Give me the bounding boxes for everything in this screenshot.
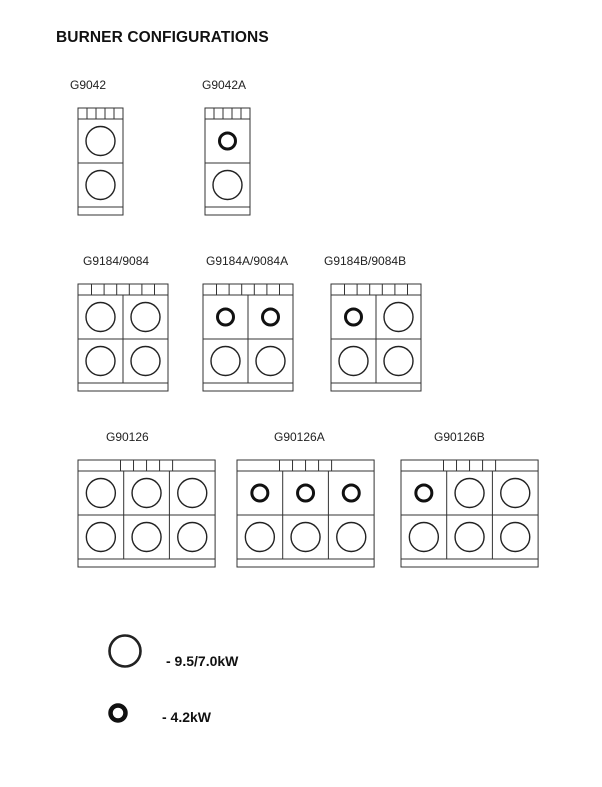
model-label: G9184/9084 [83,254,150,268]
model-label: G90126B [434,430,485,444]
large-burner-icon [86,303,115,332]
burner-config-g90126a [237,430,374,567]
small-burner-icon [416,485,432,501]
large-burner-icon [86,127,115,156]
large-burner-icon [409,523,438,552]
large-burner-icon [86,347,115,376]
large-burner-icon [213,171,242,200]
large-burner-icon [501,523,530,552]
model-label: G90126A [274,430,325,444]
burner-config-g9184-9084 [78,254,168,391]
small-burner-icon [252,485,268,501]
large-burner-icon [132,479,161,508]
large-burner-icon [86,523,115,552]
burner-config-g9042a [202,78,250,215]
large-burner-icon [339,347,368,376]
large-burner-icon [245,523,274,552]
large-burner-icon [110,636,141,667]
large-burner-icon [211,347,240,376]
burner-config-g90126 [78,430,215,567]
burner-config-g9184b-9084b [324,254,421,391]
model-label: G9042 [70,78,107,92]
large-burner-icon [131,303,160,332]
large-burner-icon [384,303,413,332]
large-burner-icon [86,171,115,200]
legend-label: - 9.5/7.0kW [166,653,239,669]
large-burner-icon [131,347,160,376]
large-burner-icon [178,479,207,508]
small-burner-icon [111,706,126,721]
legend-item-small [111,706,212,726]
large-burner-icon [256,347,285,376]
model-label: G9042A [202,78,247,92]
small-burner-icon [346,309,362,325]
small-burner-icon [218,309,234,325]
small-burner-icon [220,133,236,149]
large-burner-icon [86,479,115,508]
burner-config-g90126b [401,430,538,567]
large-burner-icon [455,479,484,508]
large-burner-icon [291,523,320,552]
model-label: G90126 [106,430,149,444]
large-burner-icon [384,347,413,376]
large-burner-icon [455,523,484,552]
legend-label: - 4.2kW [162,709,212,725]
model-label: G9184A/9084A [206,254,289,268]
small-burner-icon [263,309,279,325]
small-burner-icon [298,485,314,501]
large-burner-icon [178,523,207,552]
legend-item-large [110,636,240,670]
large-burner-icon [501,479,530,508]
small-burner-icon [343,485,359,501]
model-label: G9184B/9084B [324,254,407,268]
large-burner-icon [132,523,161,552]
burner-config-g9042 [70,78,123,215]
burner-config-g9184a-9084a [203,254,293,391]
large-burner-icon [337,523,366,552]
page-title: BURNER CONFIGURATIONS [56,29,269,46]
